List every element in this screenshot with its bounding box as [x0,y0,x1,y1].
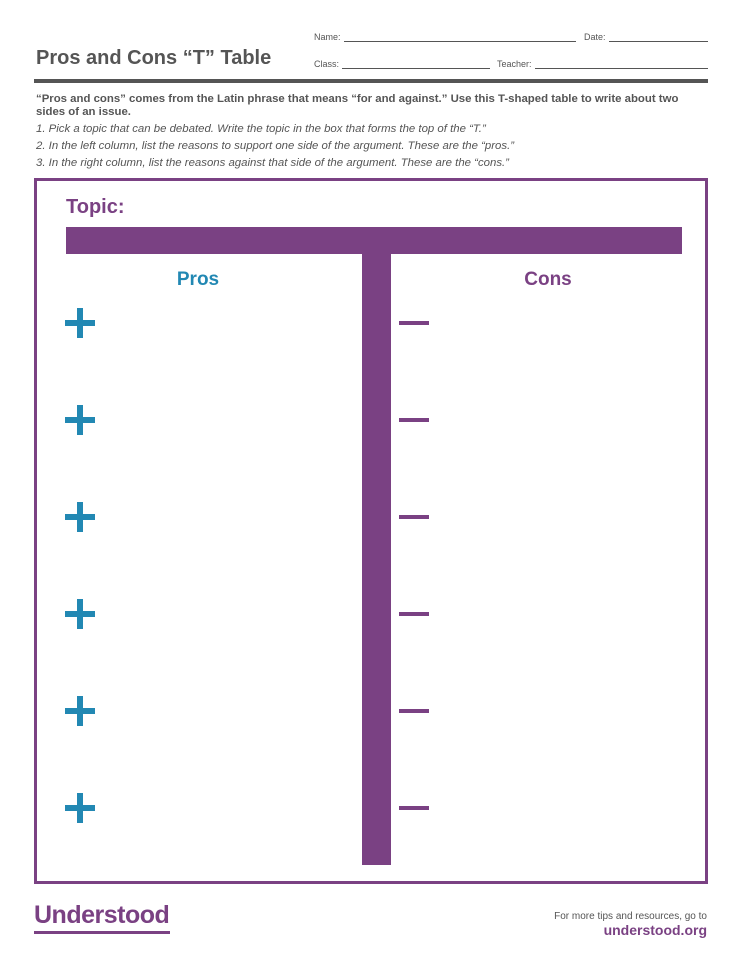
teacher-label: Teacher: [497,59,532,69]
plus-icon [65,308,95,338]
class-label: Class: [314,59,340,69]
cons-heading: Cons [524,269,572,290]
plus-icon [65,502,95,532]
teacher-line[interactable] [535,58,708,69]
understood-logo: Understood [34,901,170,929]
logo-underline [34,931,170,934]
footer-tip: For more tips and resources, go to [554,911,707,922]
date-field[interactable] [584,28,708,42]
class-field[interactable] [314,55,490,69]
name-field[interactable] [314,28,576,42]
name-label: Name: [314,32,341,42]
date-line[interactable] [609,31,708,42]
page-title: Pros and Cons “T” Table [36,47,272,69]
plus-icon [65,793,95,823]
t-chart-box [34,178,708,884]
minus-icon [399,806,429,810]
minus-icon [399,709,429,713]
minus-icon [399,321,429,325]
minus-icon [399,515,429,519]
t-divider [362,254,391,865]
plus-icon [65,599,95,629]
class-line[interactable] [342,58,490,69]
instruction-step-2: 2. In the left column, list the reasons to support one side of the argument. These are the “pros.” [36,140,515,152]
teacher-field[interactable] [497,55,708,69]
plus-icon [65,405,95,435]
minus-icon [399,418,429,422]
pros-heading: Pros [176,269,220,290]
instruction-step-1: 1. Pick a topic that can be debated. Write the topic in the box that forms the top of the “T.” [36,123,486,135]
name-line[interactable] [344,31,576,42]
intro-text: “Pros and cons” comes from the Latin phrase that means “for and against.” Use this T-shaped table to write about two sides of an issue. [36,93,679,118]
footer-link[interactable]: understood.org [603,922,707,938]
instruction-step-3: 3. In the right column, list the reasons against that side of the argument. These are the “cons.” [36,157,509,169]
plus-icon [65,696,95,726]
date-label: Date: [584,32,606,42]
minus-icon [399,612,429,616]
header-divider [34,79,708,83]
topic-label: Topic: [66,196,125,218]
topic-bar[interactable] [66,227,682,254]
